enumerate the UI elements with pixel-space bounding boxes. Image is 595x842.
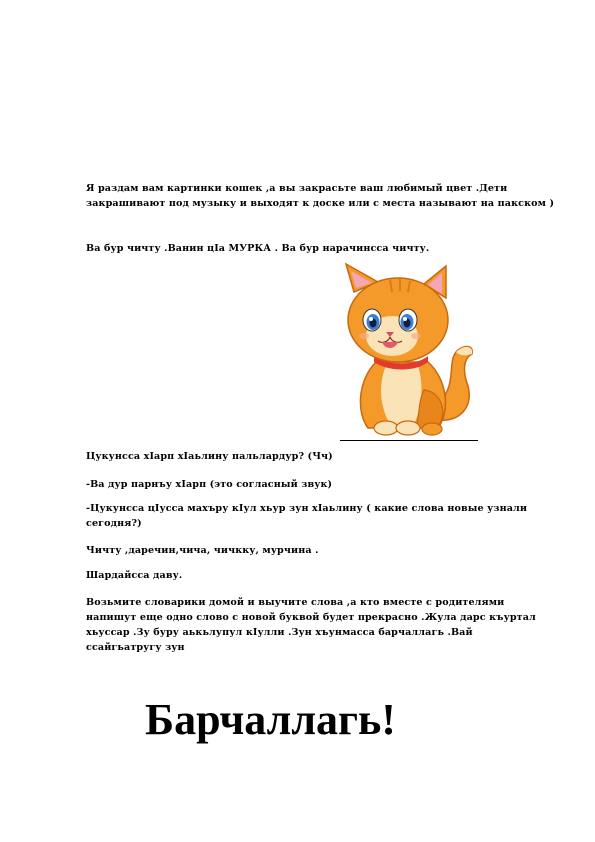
closing-thanks: Барчаллагь! — [145, 695, 396, 744]
cat-paw — [396, 421, 420, 435]
paragraph-cat-name: Ва бур чичту .Ванин цӀа МУРКА . Ва бур нарачинсса чичту. — [86, 243, 430, 254]
image-baseline — [340, 440, 478, 441]
paragraph-instructions: Я раздам вам картинки кошек ,а вы закрасьте ваш любимый цвет .Дети закрашивают под музыку и выходят к доске или с места называют на пакском ) — [86, 183, 555, 209]
paragraph-new-words-question: -Цукунсса цӀусса махъру кӀул хьур зун хӀаьлину ( какие слова новые узнали сегодня?) — [86, 503, 528, 529]
cat-paw — [422, 423, 442, 435]
paragraph-consonant: -Ва дур парнъу хӀарп (это согласный звук) — [86, 479, 333, 490]
cat-belly — [381, 366, 421, 424]
paragraph-question-letter: Цукунсса хӀарп хӀаьлину пальлардур? (Чч) — [86, 451, 333, 462]
paragraph-homework-title: Шардайсса даву. — [86, 570, 183, 581]
paragraph-homework: Возьмите словарики домой и выучите слова ,а кто вместе с родителями напишут еще одно слово с новой буквой будет прекрасно .Жула дарс къуртал хьуссар .Зу буру аькьлупул кӀулли .Зун хъунмасса барчаллагь .Вай ссайгьатругу зун — [86, 597, 536, 653]
cat-paw — [374, 421, 398, 435]
cat-illustration — [328, 262, 486, 442]
paragraph-word-list: Чичту ,даречин,чича, чичкку, мурчина . — [86, 545, 319, 556]
